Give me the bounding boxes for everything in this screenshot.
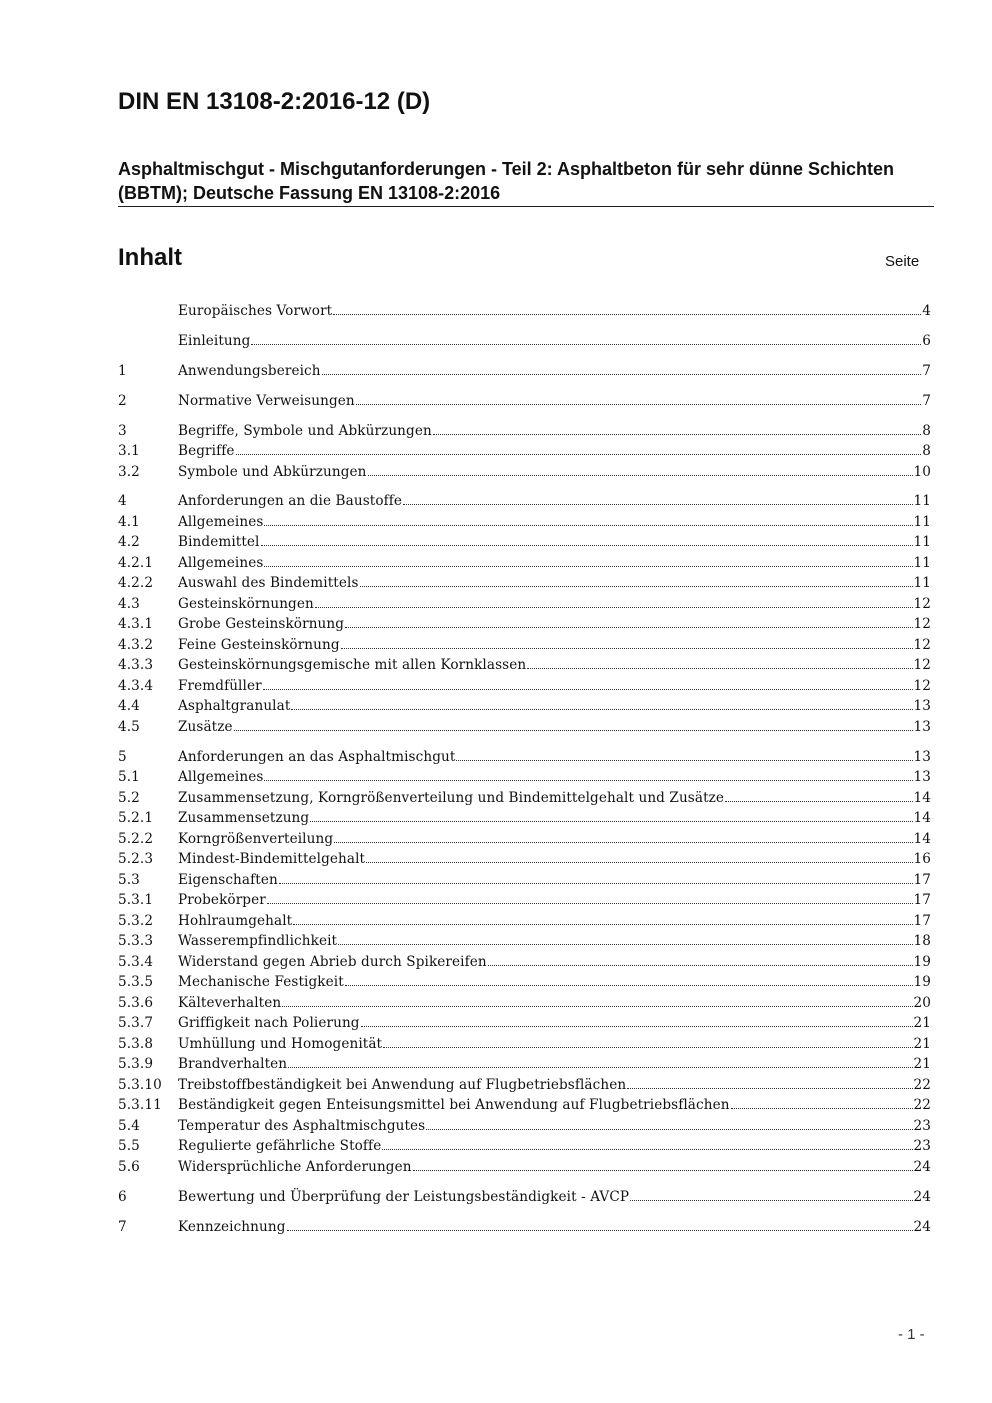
dot-leader [310, 821, 912, 822]
toc-entry-title[interactable]: Grobe Gesteinskörnung [178, 616, 345, 633]
dot-leader [725, 801, 912, 802]
toc-entry-title[interactable]: Kennzeichnung [178, 1218, 286, 1235]
toc-entry-title[interactable]: Hohlraumgehalt [178, 912, 293, 929]
toc-entry-title[interactable]: Zusätze [178, 718, 233, 735]
toc-entry-page[interactable]: 11 [913, 534, 931, 551]
dot-leader [433, 434, 921, 435]
dot-leader [261, 545, 913, 546]
dot-leader [366, 862, 912, 863]
toc-entry-number: 5.3.9 [118, 1056, 154, 1073]
toc-entry[interactable] [118, 849, 931, 870]
toc-entry-page[interactable]: 13 [913, 718, 931, 735]
toc-entry[interactable] [118, 676, 931, 697]
toc-entry-page[interactable]: 23 [913, 1138, 931, 1155]
toc-entry-page[interactable]: 12 [913, 677, 931, 694]
toc-entry-page[interactable]: 14 [913, 810, 931, 827]
toc-entry-page[interactable]: 13 [913, 698, 931, 715]
toc-entry-page[interactable]: 24 [913, 1188, 931, 1205]
toc-entry-number: 4.4 [118, 698, 140, 715]
toc-entry-number: 4.3.4 [118, 677, 154, 694]
toc-entry-number: 3.2 [118, 463, 140, 480]
toc-entry-number: 3.1 [118, 443, 140, 460]
toc-entry-title[interactable]: Europäisches Vorwort [178, 303, 333, 319]
dot-leader [264, 525, 912, 526]
toc-entry-number: 1 [118, 362, 127, 379]
toc-entry-number: 5.3 [118, 871, 140, 888]
toc-entry-title[interactable]: Regulierte gefährliche Stoffe [178, 1138, 382, 1155]
dot-leader [345, 985, 913, 986]
toc-entry-page[interactable]: 13 [913, 748, 931, 765]
toc-entry-title[interactable]: Normative Verweisungen [178, 392, 355, 409]
dot-leader [251, 344, 921, 345]
toc-group [118, 421, 931, 483]
toc-entry-number: 5.3.5 [118, 974, 154, 991]
toc-entry-title[interactable]: Gesteinskörnungen [178, 595, 314, 612]
toc-entry-title[interactable]: Anforderungen an die Baustoffe [178, 493, 403, 510]
toc-entry-page[interactable]: 12 [913, 657, 931, 674]
toc-entry-page[interactable]: 8 [922, 422, 931, 439]
toc-entry-page[interactable]: 24 [913, 1218, 931, 1235]
dot-leader [413, 1170, 913, 1171]
dot-leader [279, 883, 913, 884]
dot-leader [456, 760, 912, 761]
toc-entry-number: 4.2.1 [118, 554, 154, 571]
toc-entry-number: 5.3.10 [118, 1076, 162, 1093]
toc-entry-title[interactable]: Asphaltgranulat [178, 698, 291, 715]
toc-entry[interactable] [118, 441, 931, 462]
toc-heading: Inhalt [118, 244, 182, 271]
toc-entry-number: 4.3.3 [118, 657, 154, 674]
dot-leader [627, 1088, 912, 1089]
toc-entry-page[interactable]: 11 [913, 513, 931, 530]
toc-entry[interactable] [118, 462, 931, 483]
toc-entry-page[interactable]: 8 [922, 443, 931, 460]
toc-entry-title[interactable]: Einleitung [178, 332, 251, 349]
toc-entry-page[interactable]: 17 [913, 892, 931, 909]
dot-leader [287, 1230, 913, 1231]
toc-group [118, 747, 931, 1178]
dot-leader [345, 627, 912, 628]
toc-entry-title[interactable]: Allgemeines [178, 554, 264, 571]
dot-leader [267, 903, 913, 904]
dot-leader [360, 586, 913, 587]
toc-entry-title[interactable]: Griffigkeit nach Polierung [178, 1015, 360, 1032]
dot-leader [356, 404, 921, 405]
toc-group [118, 491, 931, 737]
toc-entry-title[interactable]: Anwendungsbereich [178, 362, 321, 379]
dot-leader [341, 648, 913, 649]
toc-entry[interactable] [118, 391, 931, 412]
toc-entry[interactable] [118, 1095, 931, 1116]
dot-leader [361, 1026, 913, 1027]
toc-entry[interactable] [118, 952, 931, 973]
toc-entry-title[interactable]: Probekörper [178, 892, 266, 909]
toc-entry-page[interactable]: 23 [913, 1117, 931, 1134]
dot-leader [527, 668, 912, 669]
toc-entry-page[interactable]: 14 [913, 830, 931, 847]
toc-entry-title[interactable]: Allgemeines [178, 769, 264, 786]
toc-entry-page[interactable]: 7 [922, 392, 931, 409]
toc-entry[interactable] [118, 870, 931, 891]
toc-entry-title[interactable]: Widersprüchliche Anforderungen [178, 1158, 412, 1175]
toc-entry-title[interactable]: Mechanische Festigkeit [178, 974, 344, 991]
toc-entry-number: 5.3.7 [118, 1015, 154, 1032]
toc-entry-number: 5.3.1 [118, 892, 154, 909]
toc-entry-number: 5.3.8 [118, 1035, 154, 1052]
toc-entry-title[interactable]: Treibstoffbeständigkeit bei Anwendung auf Flugbetriebsflächen [178, 1076, 627, 1093]
toc-entry[interactable] [118, 1013, 931, 1034]
toc-entry-number: 5.3.11 [118, 1097, 162, 1114]
toc-entry-page[interactable]: 6 [922, 332, 931, 349]
toc-entry[interactable] [118, 696, 931, 717]
page-number: - 1 - [898, 1326, 925, 1343]
toc-entry-title[interactable]: Symbole und Abkürzungen [178, 463, 367, 480]
dot-leader [338, 944, 912, 945]
toc-entry-title[interactable]: Fremdfüller [178, 677, 262, 694]
toc-entry-page[interactable]: 21 [913, 1056, 931, 1073]
toc-entry-page[interactable]: 19 [913, 974, 931, 991]
toc-entry[interactable] [118, 767, 931, 788]
toc-entry-title[interactable]: Korngrößenverteilung [178, 830, 334, 847]
dot-leader [368, 475, 913, 476]
toc-entry-number: 4.3.1 [118, 616, 154, 633]
toc-entry-title[interactable]: Bewertung und Überprüfung der Leistungsbeständigkeit - AVCP [178, 1188, 630, 1205]
toc-entry-page[interactable]: 14 [913, 789, 931, 806]
toc-entry-number: 5.2.3 [118, 851, 154, 868]
dot-leader [293, 924, 912, 925]
toc-entry[interactable] [118, 1187, 931, 1208]
dot-leader [731, 1108, 913, 1109]
toc-entry-page[interactable]: 24 [913, 1158, 931, 1175]
toc-entry-number: 4.2.2 [118, 575, 154, 592]
toc-group [118, 301, 931, 322]
toc-entry[interactable] [118, 594, 931, 615]
toc-entry[interactable] [118, 931, 931, 952]
table-of-contents [118, 301, 931, 1247]
toc-entry[interactable] [118, 1075, 931, 1096]
toc-entry[interactable] [118, 788, 931, 809]
document-subtitle: Asphaltmischgut - Mischgutanforderungen - Teil 2: Asphaltbeton für sehr dünne Schichten (BBTM); Deutsche Fassung EN 13108-2:2016 [118, 159, 895, 203]
toc-entry-number: 5 [118, 748, 127, 765]
dot-leader [288, 1067, 912, 1068]
toc-entry[interactable] [118, 301, 931, 322]
toc-entry-title[interactable]: Zusammensetzung [178, 810, 310, 827]
toc-entry-page[interactable]: 12 [913, 636, 931, 653]
dot-leader [630, 1200, 912, 1201]
toc-entry-number: 5.6 [118, 1158, 140, 1175]
toc-entry-page[interactable]: 19 [913, 953, 931, 970]
toc-entry[interactable] [118, 491, 931, 512]
toc-entry[interactable] [118, 747, 931, 768]
dot-leader [264, 566, 912, 567]
toc-entry[interactable] [118, 890, 931, 911]
toc-entry[interactable] [118, 1217, 931, 1238]
toc-entry-number: 5.2.1 [118, 810, 154, 827]
dot-leader [264, 780, 912, 781]
toc-entry-page[interactable]: 21 [913, 1035, 931, 1052]
toc-entry-title[interactable]: Feine Gesteinskörnung [178, 636, 340, 653]
toc-entry-title[interactable]: Anforderungen an das Asphaltmischgut [178, 748, 456, 765]
toc-entry[interactable] [118, 553, 931, 574]
toc-entry-page[interactable]: 11 [913, 554, 931, 571]
toc-entry-number: 4.5 [118, 718, 140, 735]
toc-entry-title[interactable]: Mindest-Bindemittelgehalt [178, 851, 366, 868]
dot-leader [382, 1149, 912, 1150]
toc-entry[interactable] [118, 512, 931, 533]
toc-entry-page[interactable]: 17 [913, 871, 931, 888]
toc-entry-page[interactable]: 22 [913, 1097, 931, 1114]
toc-entry[interactable] [118, 421, 931, 442]
toc-entry[interactable] [118, 331, 931, 352]
toc-entry[interactable] [118, 1157, 931, 1178]
toc-entry-page[interactable]: 12 [913, 595, 931, 612]
toc-entry[interactable] [118, 829, 931, 850]
toc-entry-title[interactable]: Begriffe, Symbole und Abkürzungen [178, 422, 432, 439]
toc-entry-page[interactable]: 7 [922, 362, 931, 379]
toc-entry-page[interactable]: 12 [913, 616, 931, 633]
toc-entry[interactable] [118, 361, 931, 382]
toc-entry-title[interactable]: Wasserempfindlichkeit [178, 933, 338, 950]
toc-entry-title[interactable]: Beständigkeit gegen Enteisungsmittel bei Anwendung auf Flugbetriebsflächen [178, 1097, 730, 1114]
toc-entry-page[interactable]: 20 [913, 994, 931, 1011]
toc-entry-number: 7 [118, 1218, 127, 1235]
toc-entry-page[interactable]: 10 [913, 463, 931, 480]
title-divider [118, 206, 934, 207]
dot-leader [263, 689, 913, 690]
toc-entry-number: 5.3.4 [118, 953, 154, 970]
toc-entry-page[interactable]: 11 [913, 575, 931, 592]
toc-entry-number: 2 [118, 392, 127, 409]
dot-leader [234, 730, 913, 731]
toc-entry-page[interactable]: 4 [922, 303, 931, 319]
toc-entry-number: 5.5 [118, 1138, 140, 1155]
dot-leader [334, 842, 912, 843]
dot-leader [383, 1047, 912, 1048]
toc-entry[interactable] [118, 1116, 931, 1137]
toc-entry-title[interactable]: Eigenschaften [178, 871, 278, 888]
toc-entry-number: 4.3.2 [118, 636, 154, 653]
toc-entry-title[interactable]: Widerstand gegen Abrieb durch Spikereifen [178, 953, 487, 970]
toc-entry-title[interactable]: Allgemeines [178, 513, 264, 530]
toc-group [118, 331, 931, 352]
toc-entry-number: 5.2 [118, 789, 140, 806]
toc-entry-number: 5.3.6 [118, 994, 154, 1011]
toc-entry-page[interactable]: 22 [913, 1076, 931, 1093]
toc-entry[interactable] [118, 1054, 931, 1075]
toc-entry-title[interactable]: Temperatur des Asphaltmischgutes [178, 1117, 426, 1134]
dot-leader [488, 965, 913, 966]
toc-entry-title[interactable]: Bindemittel [178, 534, 260, 551]
document-title: DIN EN 13108-2:2016-12 (D) [118, 88, 431, 115]
toc-entry[interactable] [118, 635, 931, 656]
toc-entry-page[interactable]: 16 [913, 851, 931, 868]
dot-leader [282, 1006, 912, 1007]
dot-leader [403, 504, 912, 505]
toc-entry-title[interactable]: Gesteinskörnungsgemische mit allen Kornklassen [178, 657, 527, 674]
toc-entry-number: 5.3.2 [118, 912, 154, 929]
toc-entry[interactable] [118, 614, 931, 635]
toc-entry[interactable] [118, 808, 931, 829]
dot-leader [236, 454, 922, 455]
toc-group [118, 361, 931, 382]
toc-entry-number: 4.1 [118, 513, 140, 530]
dot-leader [291, 709, 912, 710]
toc-entry-number: 5.3.3 [118, 933, 154, 950]
toc-entry-title[interactable]: Zusammensetzung, Korngrößenverteilung und Bindemittelgehalt und Zusätze [178, 789, 725, 806]
toc-entry-number: 5.1 [118, 769, 140, 786]
toc-entry[interactable] [118, 573, 931, 594]
toc-entry[interactable] [118, 1034, 931, 1055]
toc-entry-number: 3 [118, 422, 127, 439]
dot-leader [315, 607, 913, 608]
toc-group [118, 391, 931, 412]
toc-entry[interactable] [118, 972, 931, 993]
toc-entry-number: 4 [118, 493, 127, 510]
toc-entry[interactable] [118, 911, 931, 932]
toc-entry-title[interactable]: Auswahl des Bindemittels [178, 575, 359, 592]
toc-entry-number: 5.4 [118, 1117, 140, 1134]
toc-entry-page[interactable]: 13 [913, 769, 931, 786]
toc-entry-page[interactable]: 18 [913, 933, 931, 950]
toc-entry[interactable] [118, 532, 931, 553]
toc-entry-title[interactable]: Begriffe [178, 443, 235, 460]
toc-entry[interactable] [118, 993, 931, 1014]
dot-leader [426, 1129, 912, 1130]
toc-entry[interactable] [118, 1136, 931, 1157]
toc-entry-title[interactable]: Umhüllung und Homogenität [178, 1035, 383, 1052]
toc-entry-page[interactable]: 17 [913, 912, 931, 929]
toc-entry-number: 6 [118, 1188, 127, 1205]
toc-entry-number: 4.3 [118, 595, 140, 612]
toc-entry[interactable] [118, 717, 931, 738]
toc-entry-page[interactable]: 21 [913, 1015, 931, 1032]
toc-group [118, 1217, 931, 1238]
page-column-label: Seite [885, 253, 920, 270]
dot-leader [322, 374, 922, 375]
toc-entry-number: 4.2 [118, 534, 140, 551]
toc-entry-number: 5.2.2 [118, 830, 154, 847]
toc-entry-title[interactable]: Kälteverhalten [178, 994, 282, 1011]
dot-leader [333, 314, 921, 315]
toc-entry[interactable] [118, 655, 931, 676]
toc-entry-page[interactable]: 11 [913, 493, 931, 510]
toc-group [118, 1187, 931, 1208]
toc-entry-title[interactable]: Brandverhalten [178, 1056, 288, 1073]
